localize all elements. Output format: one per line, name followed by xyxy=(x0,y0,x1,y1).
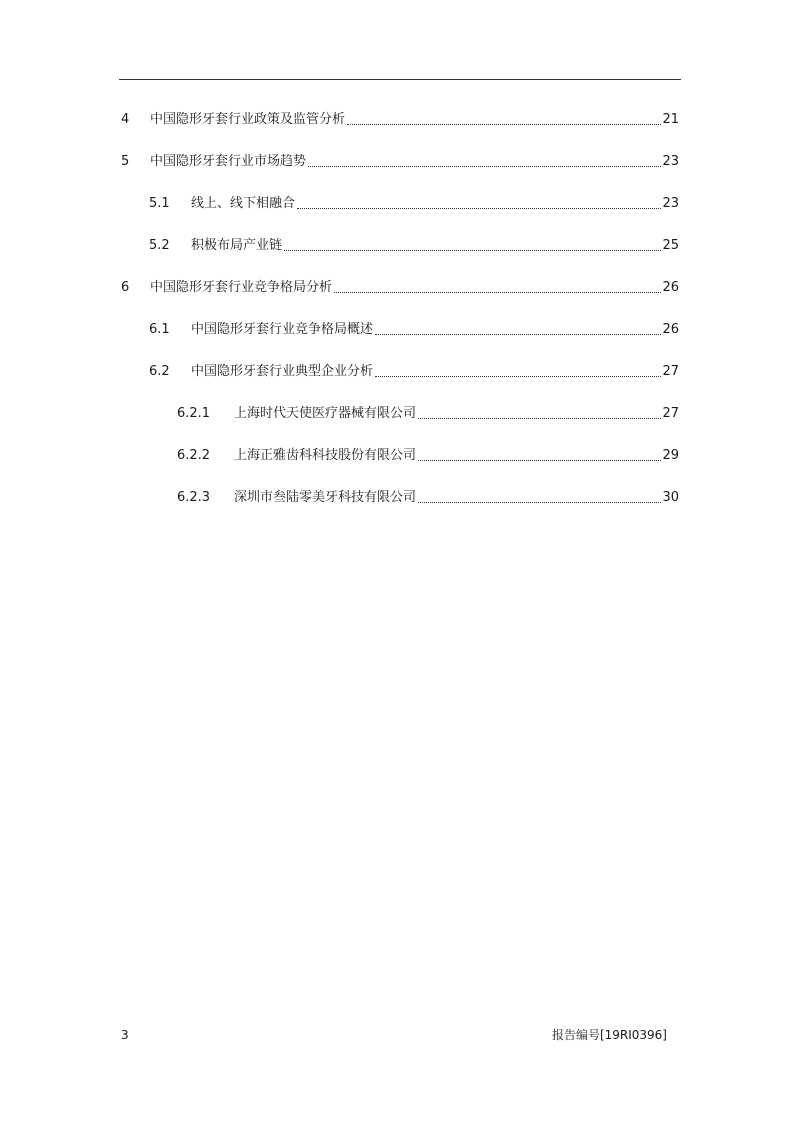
toc-entry-6-2-2[interactable] xyxy=(177,444,679,464)
toc-entry-number: 6.2.3 xyxy=(177,490,211,505)
toc-entry-title: 上海正雅齿科科技股份有限公司 xyxy=(234,448,417,463)
toc-entry-title: 线上、线下相融合 xyxy=(191,196,296,211)
page-footer xyxy=(121,1026,667,1044)
toc-entry-number: 6.1 xyxy=(149,322,170,337)
toc-entry-6-1[interactable] xyxy=(149,318,679,338)
toc-entry-title: 中国隐形牙套行业市场趋势 xyxy=(150,154,307,169)
toc-entry-page: 21 xyxy=(662,112,679,127)
toc-entry-title: 深圳市叁陆零美牙科技有限公司 xyxy=(234,490,417,505)
toc-leader-dots xyxy=(418,460,661,461)
toc-leader-dots xyxy=(284,250,661,251)
toc-leader-dots xyxy=(375,376,661,377)
toc-entry-title: 中国隐形牙套行业竞争格局分析 xyxy=(150,280,333,295)
toc-entry-page: 23 xyxy=(662,196,679,211)
toc-entry-page: 23 xyxy=(662,154,679,169)
toc-entry-number: 6.2.1 xyxy=(177,406,211,421)
toc-entry-page: 26 xyxy=(662,280,679,295)
toc-entry-number: 5.1 xyxy=(149,196,170,211)
toc-leader-dots xyxy=(375,334,661,335)
toc-entry-number: 6.2 xyxy=(149,364,170,379)
toc-entry-title: 积极布局产业链 xyxy=(191,238,283,253)
footer-report-id: 报告编号[19RI0396] xyxy=(551,1028,667,1042)
toc-entry-5-1[interactable] xyxy=(149,192,679,212)
toc-leader-dots xyxy=(297,208,661,209)
toc-leader-dots xyxy=(334,292,661,293)
toc-entry-6-2-3[interactable] xyxy=(177,486,679,506)
toc-entry-title: 中国隐形牙套行业典型企业分析 xyxy=(191,364,374,379)
toc-entry-page: 29 xyxy=(662,448,679,463)
toc-entry-number: 5.2 xyxy=(149,238,170,253)
toc-entry-number: 4 xyxy=(121,112,130,127)
toc-entry-6-2-1[interactable] xyxy=(177,402,679,422)
toc-leader-dots xyxy=(308,166,661,167)
toc-entry-4[interactable] xyxy=(121,108,679,128)
toc-entry-5-2[interactable] xyxy=(149,234,679,254)
toc-entry-page: 26 xyxy=(662,322,679,337)
toc-entry-page: 27 xyxy=(662,406,679,421)
toc-leader-dots xyxy=(418,502,661,503)
toc-entry-title: 中国隐形牙套行业竞争格局概述 xyxy=(191,322,374,337)
toc-entry-number: 6 xyxy=(121,280,130,295)
toc-entry-number: 6.2.2 xyxy=(177,448,211,463)
toc-entry-title: 上海时代天使医疗器械有限公司 xyxy=(234,406,417,421)
toc-entry-number: 5 xyxy=(121,154,130,169)
toc-leader-dots xyxy=(347,124,661,125)
toc-entry-6-2[interactable] xyxy=(149,360,679,380)
toc-leader-dots xyxy=(418,418,661,419)
toc-entry-page: 25 xyxy=(662,238,679,253)
toc-entry-title: 中国隐形牙套行业政策及监管分析 xyxy=(150,112,346,127)
footer-page-number: 3 xyxy=(121,1028,129,1042)
header-rule xyxy=(119,79,681,80)
toc-entry-page: 27 xyxy=(662,364,679,379)
toc-entry-page: 30 xyxy=(662,490,679,505)
toc-entry-6[interactable] xyxy=(121,276,679,296)
toc-entry-5[interactable] xyxy=(121,150,679,170)
